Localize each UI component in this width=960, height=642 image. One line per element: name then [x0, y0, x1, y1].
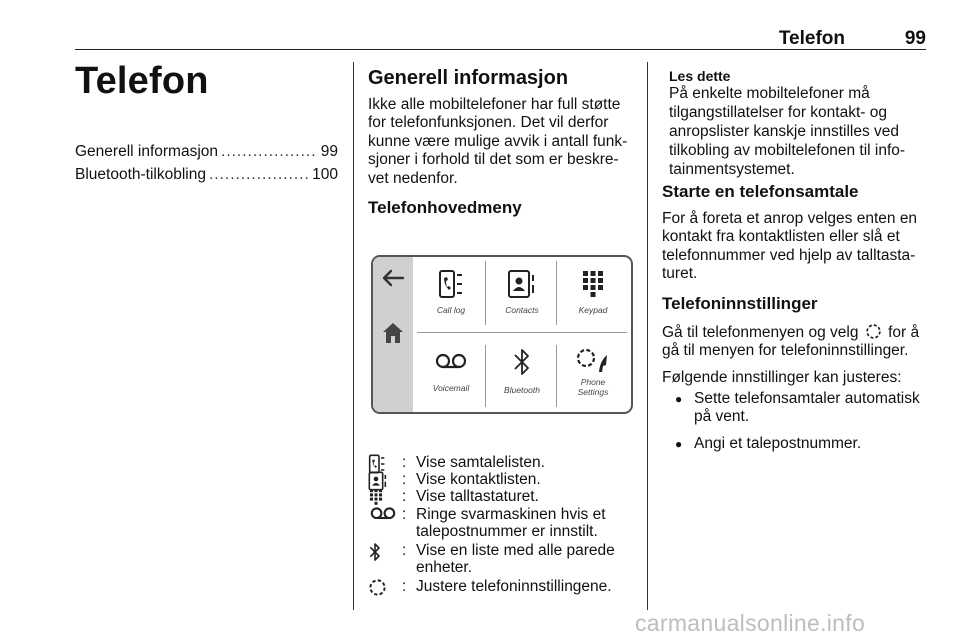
text-line: kontakt fra kontaktlisten eller slå et: [662, 228, 900, 246]
note-title: Les dette: [669, 68, 731, 84]
tile-label: Voicemail: [432, 383, 470, 393]
toc-entry[interactable]: [75, 166, 338, 184]
home-icon[interactable]: [381, 321, 405, 345]
tile-bluetooth[interactable]: [487, 347, 557, 414]
running-header-title: Telefon: [778, 28, 845, 49]
legend-text: talepostnummer er innstilt.: [416, 523, 598, 540]
phone-settings-icon: [573, 345, 613, 375]
settings-paragraph: [662, 323, 937, 361]
tile-keypad[interactable]: [558, 269, 628, 337]
tile-call-log[interactable]: [416, 269, 486, 337]
tile-label: Contacts: [505, 305, 539, 315]
page-number: 99: [904, 28, 926, 49]
gear-icon: [865, 323, 882, 340]
legend-text: enheter.: [416, 559, 473, 576]
legend-row: [368, 542, 643, 576]
toc-entry[interactable]: [75, 143, 338, 161]
text-line: ● Sette telefonsamtaler automatisk: [694, 390, 920, 407]
text-span: Gå til telefonmenyen og velg: [662, 324, 859, 341]
text-line: sjoner i forhold til det som er beskre-: [368, 151, 619, 169]
text-line: på vent.: [694, 408, 750, 426]
back-arrow-icon[interactable]: [381, 269, 405, 287]
tile-label: Keypad: [578, 305, 608, 315]
text-line: for telefonfunksjonen. Det vil derfor: [368, 114, 609, 132]
bluetooth-icon: [368, 542, 382, 562]
text-line: tainmentsystemet.: [669, 161, 795, 178]
text-line: tilkobling av mobiltelefonen til info-: [669, 142, 906, 159]
text-line: tilgangstillatelser for kontakt- og: [669, 104, 887, 121]
tile-label: Call log: [436, 305, 466, 315]
header-rule: [75, 49, 926, 50]
bluetooth-icon: [512, 347, 532, 377]
voicemail-icon: [368, 506, 398, 522]
legend-text: Vise talltastaturet.: [416, 488, 539, 505]
toc-page: 99: [320, 143, 338, 160]
legend-text: Vise en liste med alle parede: [416, 542, 615, 559]
tile-voicemail[interactable]: [416, 349, 486, 414]
text-line: vet nedenfor.: [368, 169, 458, 187]
intro-paragraph: [368, 96, 643, 188]
text-line: kunne være mulige avvik i antall funk-: [368, 132, 628, 150]
toc-page: 100: [312, 166, 338, 183]
legend-text: Ringe svarmaskinen hvis et: [416, 506, 606, 523]
text-line: For å foreta et anrop velges enten en: [662, 210, 918, 227]
legend-colon: :: [402, 542, 407, 559]
legend-text: Vise samtalelisten.: [416, 454, 545, 471]
start-call-paragraph: [662, 210, 932, 284]
voicemail-icon: [435, 349, 467, 373]
legend-colon: :: [402, 488, 407, 505]
toc-leader: [221, 143, 318, 161]
text-line: På enkelte mobiltelefoner må: [669, 85, 870, 102]
legend-colon: :: [402, 506, 407, 523]
column-divider: [353, 62, 354, 610]
toc-leader: [209, 166, 309, 184]
tile-label: Phone Settings: [577, 377, 609, 397]
call-list-icon: [438, 269, 464, 299]
legend-text: Justere telefoninnstillingene.: [416, 578, 612, 595]
text-line: ● Angi et talepostnummer.: [694, 434, 862, 452]
keypad-icon: [580, 269, 606, 299]
keypad-icon: [368, 488, 384, 506]
toc-label: Generell informasjon: [75, 143, 219, 160]
legend-colon: :: [402, 578, 407, 595]
text-line: anropslister kanskje innstilles ved: [669, 123, 900, 140]
section-heading: Telefoninnstillinger: [662, 294, 818, 313]
tile-phone-settings[interactable]: [558, 345, 628, 413]
text-line: turet.: [662, 265, 698, 283]
list-item: [662, 435, 937, 453]
gear-icon: [368, 578, 387, 597]
chapter-title: Telefon: [75, 60, 209, 102]
legend-row: [368, 506, 643, 540]
phone-main-menu-screen: [371, 255, 633, 414]
column-divider: [647, 62, 648, 610]
section-heading: Starte en telefonsamtale: [662, 182, 859, 201]
tile-contacts[interactable]: [487, 269, 557, 337]
tile-label: Bluetooth: [504, 385, 540, 395]
legend-colon: :: [402, 471, 407, 488]
legend-text: Vise kontaktlisten.: [416, 471, 541, 488]
watermark: carmanualsonline.info: [635, 610, 866, 636]
text-line: Ikke alle mobiltelefoner har full støtte: [368, 96, 621, 113]
legend-colon: :: [402, 454, 407, 471]
text-span: for å: [888, 324, 920, 341]
toc-label: Bluetooth-tilkobling: [75, 166, 206, 183]
note-body: [669, 84, 929, 179]
subsection-heading: Telefonhovedmeny: [368, 198, 522, 217]
text-line: telefonnummer ved hjelp av talltasta-: [662, 246, 916, 264]
settings-bullet-list: [662, 390, 937, 461]
contacts-icon: [507, 269, 537, 299]
text-line: [662, 323, 937, 342]
settings-adjust-intro: Følgende innstillinger kan justeres:: [662, 369, 902, 386]
list-item: [662, 390, 937, 427]
text-line: gå til menyen for telefoninnstillinger.: [662, 342, 909, 360]
legend-row: [368, 578, 643, 601]
section-heading: Generell informasjon: [368, 67, 569, 89]
